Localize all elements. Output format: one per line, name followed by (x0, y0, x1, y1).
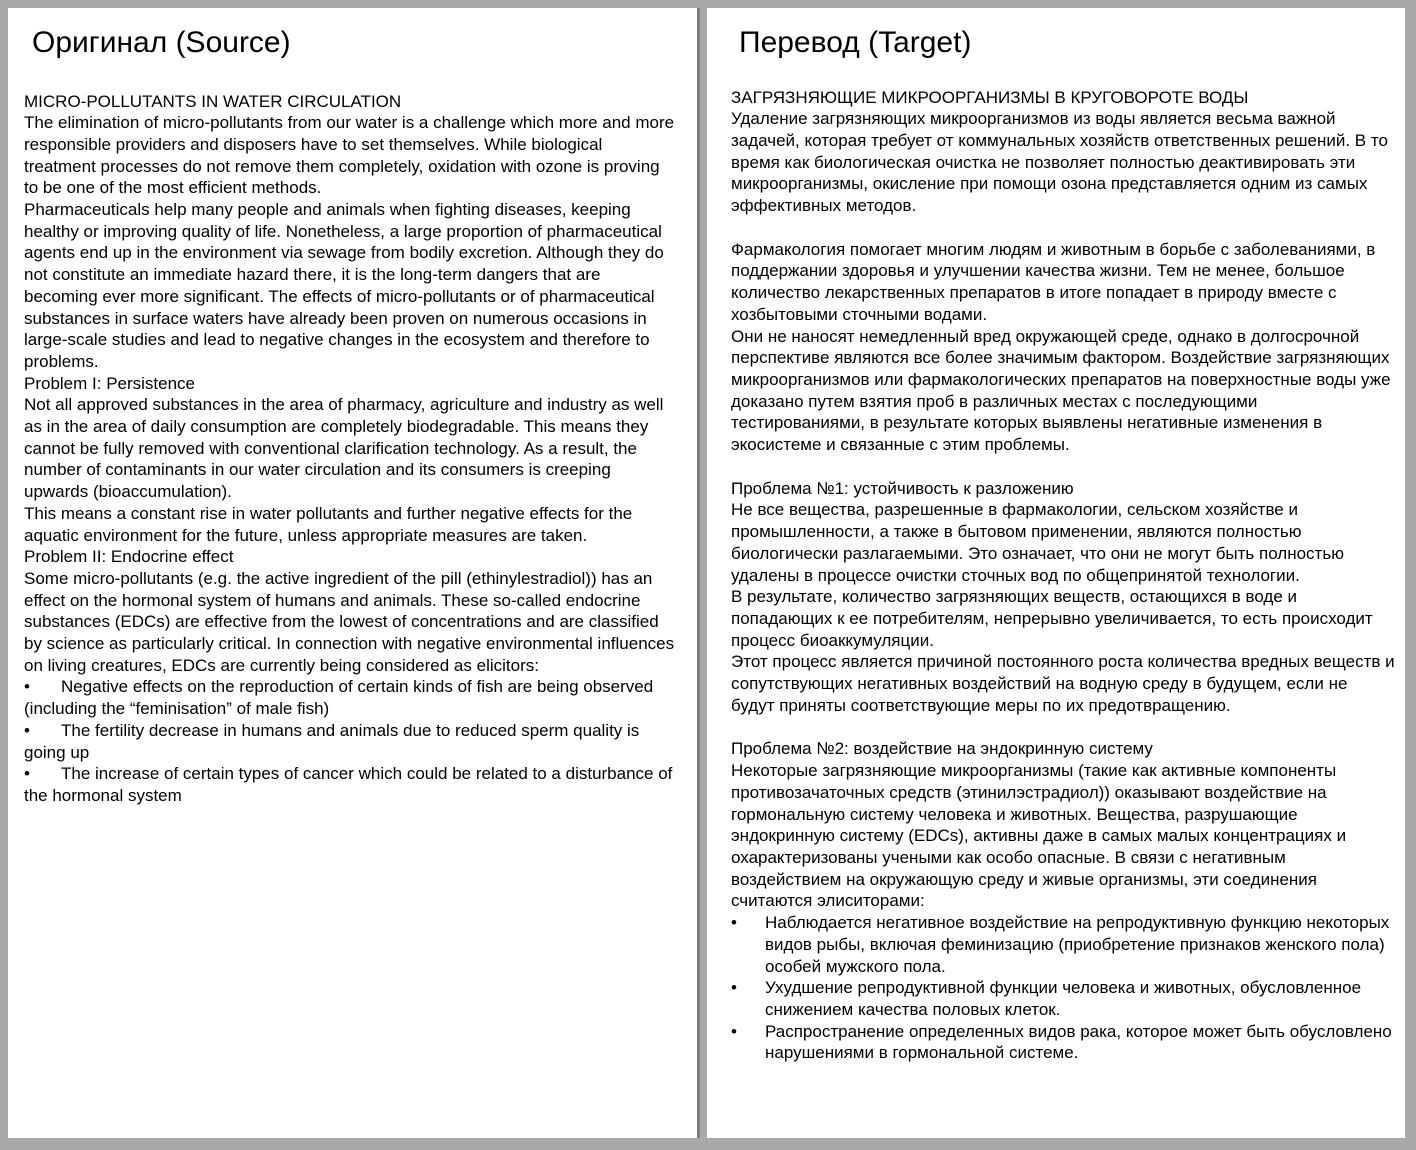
paragraph: The elimination of micro-pollutants from our water is a challenge which more and more responsible providers and disposers have to set themselves. While biological treatment processes do not remove them completely, oxidation with ozone is proving to be one of the most efficient methods. (24, 113, 675, 198)
bullet-icon: • (731, 913, 737, 933)
paragraph: В результате, количество загрязняющих веществ, остающихся в воде и попадающих к ее потребителям, непрерывно увеличивается, то есть происходит процесс биоаккумуляции. (731, 587, 1373, 650)
paragraph: Этот процесс является причиной постоянного роста количества вредных веществ и сопутствующих негативных воздействий на водную среду в будущем, если не будут приняты соответствующие меры по их предотвращению. (731, 652, 1395, 715)
paragraph: Pharmaceuticals help many people and animals when fighting diseases, keeping healthy or improving quality of life. Nonetheless, a large proportion of pharmaceutical agents end up in the environment via sewage from bodily excretion. Although they do not constitute an immediate hazard there, it is the long-term dangers that are becoming ever more significant. The effects of micro-pollutants or of pharmaceutical substances in surface waters have already been proven on numerous occasions in large-scale studies and lead to negative changes in the ecosystem and therefore to problems. (24, 200, 664, 371)
target-panel (707, 8, 1405, 1138)
bullet-text: The fertility decrease in humans and animals due to reduced sperm quality is going up (24, 720, 640, 762)
paragraph: Not all approved substances in the area of pharmacy, agriculture and industry as well as in the area of daily consumption are completely biodegradable. This means they cannot be fully removed with conventional clarification technology. As a result, the number of contaminants in our water circulation and its consumers is creeping upwards (bioaccumulation). (24, 395, 664, 502)
section-heading-problem-1: Problem I: Persistence (24, 373, 196, 393)
paragraph: This means a constant rise in water pollutants and further negative effects for the aquatic environment for the future, unless appropriate measures are taken. (24, 503, 633, 545)
bullet-icon: • (24, 764, 30, 784)
panel-divider (700, 8, 707, 1138)
bullet-item (24, 763, 677, 806)
bullet-text: Распространение определенных видов рака, которое может быть обусловлено нарушениями в гормональной системе. (765, 1021, 1392, 1063)
bullet-item (24, 676, 677, 719)
bullet-text: Negative effects on the reproduction of certain kinds of fish are being observed (including the “feminisation” of male fish) (24, 677, 654, 719)
paragraph: Фармакология помогает многим людям и животным в борьбе с заболеваниями, в поддержании здоровья и улучшении качества жизни. Тем не менее, большое количество лекарственных препаратов в итоге попадает в природу вместе с хозбытовыми сточными водами. (731, 239, 1376, 324)
bullet-item (731, 977, 1395, 1020)
source-panel (8, 8, 700, 1138)
paragraph: Некоторые загрязняющие микроорганизмы (такие как активные компоненты противозачаточных средств (этинилэстрадиол)) оказывают воздействие на гормональную систему человека и животных. Вещества, разрушающие эндокринную систему (EDCs), активны даже в самых малых концентрациях и охарактеризованы учеными как особо опасные. В связи с негативным воздействием на окружающую среду и живые организмы, эти соединения считаются элиситорами: (731, 761, 1347, 911)
source-document-text (24, 91, 677, 807)
target-panel-title: Перевод (Target) (739, 26, 972, 59)
source-panel-title: Оригинал (Source) (32, 26, 291, 59)
bullet-text: Наблюдается негативное воздействие на репродуктивную функцию некоторых видов рыбы, включая феминизацию (приобретение признаков женского пола) особей мужского пола. (765, 913, 1390, 976)
bullet-item (731, 1021, 1395, 1064)
section-heading-problem-1: Проблема №1: устойчивость к разложению (731, 478, 1074, 498)
bullet-text: The increase of certain types of cancer which could be related to a disturbance of the hormonal system (24, 764, 673, 805)
paragraph: Не все вещества, разрешенные в фармакологии, сельском хозяйстве и промышленности, а также в бытовом применении, являются полностью биологически разлагаемыми. Это означает, что они не могут быть полностью удалены в процессе очистки сточных вод по общепринятой технологии. (731, 500, 1344, 585)
section-heading-problem-2: Проблема №2: воздействие на эндокринную систему (731, 739, 1153, 759)
bullet-icon: • (24, 677, 30, 697)
bullet-icon: • (731, 978, 737, 998)
paragraph: Удаление загрязняющих микроорганизмов из воды является весьма важной задачей, которая требует от коммунальных хозяйств ответственных решений. В то время как биологическая очистка не позволяет полностью деактивировать эти микроорганизмы, окисление при помощи озона представляется одним из самых эффективных методов. (731, 109, 1388, 216)
bullet-item (731, 912, 1395, 977)
bullet-item (24, 720, 677, 763)
bullet-icon: • (24, 720, 30, 740)
section-heading-problem-2: Problem II: Endocrine effect (24, 547, 234, 567)
target-document-heading: ЗАГРЯЗНЯЮЩИЕ МИКРООРГАНИЗМЫ В КРУГОВОРОТЕ ВОДЫ (731, 87, 1249, 107)
target-document-text (731, 87, 1395, 1065)
bullet-icon: • (731, 1021, 737, 1041)
bullet-text: Ухудшение репродуктивной функции человека и животных, обусловленное снижением качества половых клеток. (765, 978, 1362, 1019)
paragraph: Они не наносят немедленный вред окружающей среде, однако в долгосрочной перспективе являются все более значимым фактором. Воздействие загрязняющих микроорганизмов или фармакологических препаратов на поверхностные воды уже доказано путем взятия проб в различных местах с последующими тестированиями, в результате которых выявлены негативные изменения в экосистеме и связанные с этим проблемы. (731, 326, 1391, 455)
paragraph: Some micro-pollutants (e.g. the active ingredient of the pill (ethinylestradiol)) has an effect on the hormonal system of humans and animals. These so-called endocrine substances (EDCs) are effective from the lowest of concentrations and are classified by science as particularly critical. In connection with negative environmental influences on living creatures, EDCs are currently being considered as elicitors: (24, 568, 675, 675)
source-document-heading: MICRO-POLLUTANTS IN WATER CIRCULATION (24, 91, 402, 111)
